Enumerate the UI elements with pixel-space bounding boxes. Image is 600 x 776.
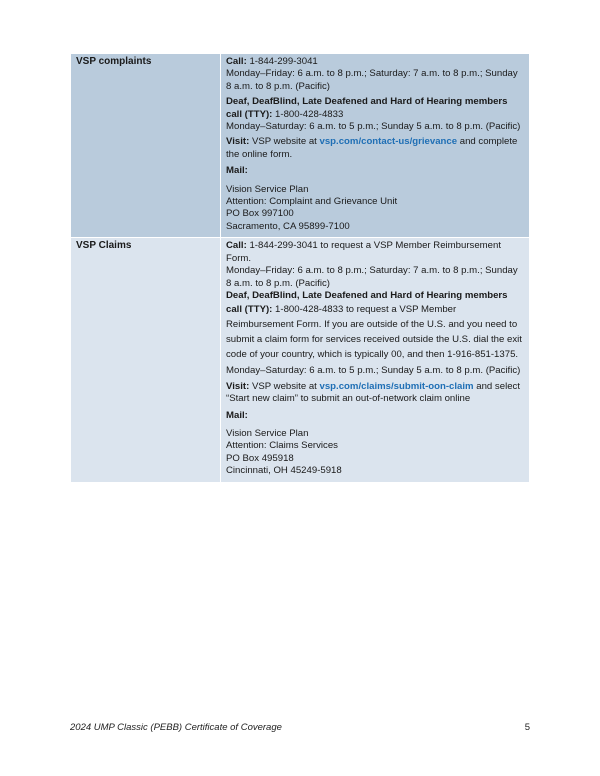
tty-text: 1-800-428-4833 to request a VSP Member Reimbursement Form. If you are outside of the U.S. and you need to submit a claim form for services received outside the U.S. dial the exit code of your country, which is typically 00, and then 1-916-851-1375. — [226, 304, 522, 361]
grievance-link[interactable]: vsp.com/contact-us/grievance — [319, 136, 458, 148]
visit-pre: VSP website at — [249, 136, 320, 148]
visit-pre: VSP website at — [249, 380, 320, 392]
footer-title: 2024 UMP Classic (PEBB) Certificate of Coverage — [70, 722, 282, 733]
row-label: VSP complaints — [71, 54, 221, 238]
table-row-vsp-complaints — [71, 54, 530, 238]
visit-post: and complete the online form. — [226, 136, 518, 160]
visit-post: and select “Start new claim” to submit an out-of-network claim online — [226, 380, 520, 405]
visit-label: Visit: — [226, 136, 250, 148]
row-info — [221, 54, 530, 238]
address-line: Sacramento, CA 95899-7100 — [226, 220, 350, 232]
tty-line — [226, 290, 525, 362]
tty-hours: Monday–Saturday: 6 a.m. to 5 p.m.; Sunday 5 a.m. to 8 p.m. (Pacific) — [226, 121, 521, 133]
call-hours: Monday–Friday: 6 a.m. to 8 p.m.; Saturday: 7 a.m. to 8 p.m.; Sunday 8 a.m. to 8 p.m. (Pacific) — [226, 265, 518, 289]
page-footer — [70, 722, 530, 733]
row-label: VSP Claims — [71, 238, 221, 482]
claims-link[interactable]: vsp.com/claims/submit-oon-claim — [319, 380, 474, 392]
address-line: Cincinnati, OH 45249-5918 — [226, 465, 342, 477]
visit-label: Visit: — [226, 380, 250, 392]
call-line — [226, 240, 525, 265]
tty-hours: Monday–Saturday: 6 a.m. to 5 p.m.; Sunday 5 a.m. to 8 p.m. (Pacific) — [226, 365, 521, 377]
address-line: Vision Service Plan — [226, 427, 309, 439]
row-info — [221, 238, 530, 482]
address-line: PO Box 997100 — [226, 208, 294, 220]
address-line: Attention: Complaint and Grievance Unit — [226, 196, 398, 208]
call-number: 1-844-299-3041 — [246, 56, 318, 67]
visit-line — [226, 136, 525, 161]
tty-line — [226, 96, 525, 121]
call-hours: Monday–Friday: 6 a.m. to 8 p.m.; Saturday: 7 a.m. to 8 p.m.; Sunday 8 a.m. to 8 p.m. (Pacific) — [226, 68, 518, 92]
address-line: Attention: Claims Services — [226, 440, 338, 452]
contact-table — [70, 53, 530, 483]
tty-number: 1-800-428-4833 — [272, 108, 344, 120]
address-line: PO Box 495918 — [226, 452, 294, 464]
call-line — [226, 56, 525, 68]
table-row-vsp-claims — [71, 238, 530, 482]
address-line: Vision Service Plan — [226, 183, 309, 195]
call-label: Call: — [226, 56, 247, 67]
tty-label: Deaf, DeafBlind, Late Deafened and Hard of Hearing members call (TTY): — [226, 289, 508, 316]
call-label: Call: — [226, 240, 247, 252]
page-number: 5 — [524, 722, 530, 733]
tty-label: Deaf, DeafBlind, Late Deafened and Hard of Hearing members call (TTY): — [226, 96, 508, 120]
mail-label: Mail: — [226, 409, 248, 421]
call-text: 1-844-299-3041 to request a VSP Member Reimbursement Form. — [226, 240, 501, 264]
visit-line — [226, 381, 525, 406]
mail-label: Mail: — [226, 165, 248, 177]
